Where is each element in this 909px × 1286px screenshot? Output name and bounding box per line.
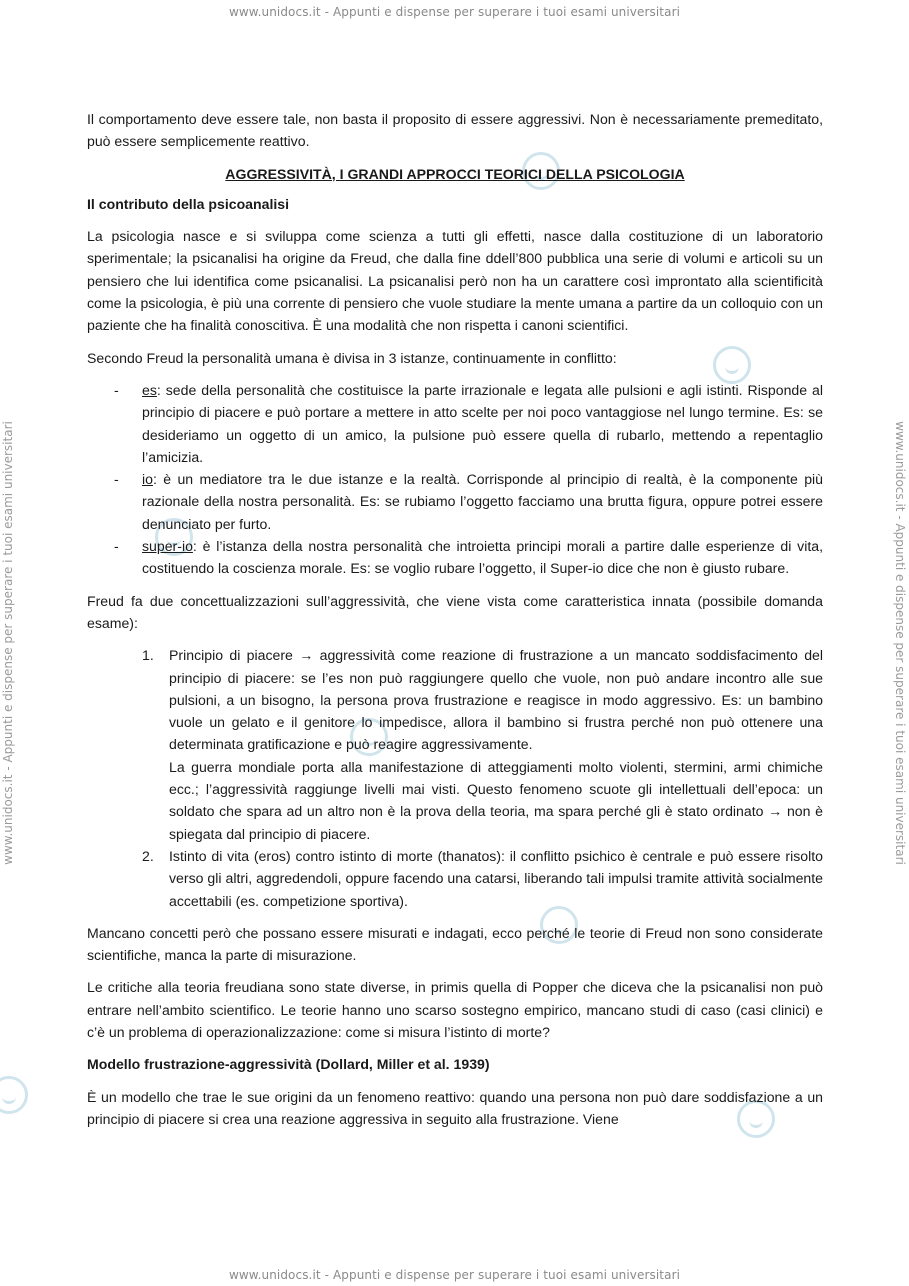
- watermark-logo-icon: [0, 1076, 28, 1114]
- concept-continuation: La guerra mondiale porta alla manifestazione di atteggiamenti molto violenti, stermini, armi chimiche ecc.; l’aggressività raggiunge livelli mai visti. Questo fenomeno scuote gli intellettuali dell’epoca: un soldato che spara ad un altro non è la prova della teoria, ma spara perché gli è stato ordinato → non è spiegata dal principio di piacere.: [169, 758, 823, 842]
- dash-bullet: -: [114, 381, 119, 398]
- watermark-right: www.unidocs.it - Appunti e dispense per superare i tuoi esami universitari: [893, 421, 907, 865]
- paragraph-psicologia: La psicologia nasce e si sviluppa come scienza a tutti gli effetti, nasce dalla costituzione di un laboratorio sperimentale; la psicanalisi ha origine da Freud, che dalla fine ddell’800 pubblica una serie di volumi e articoli su un pensiero che lui identifica come psicanalisi. La psicanalisi però non ha un carattere così improntato alla scientificità come la psicologia, è più una corrente di pensiero che vuole studiare la mente umana a partire da un colloquio con un paziente che ha finalità conoscitiva. È una modalità che non rispetta i canoni scientifici.: [87, 228, 823, 334]
- paragraph-misurazione: Mancano concetti però che possano essere misurati e indagati, ecco perché le teorie di Freud non sono considerate scientifiche, manca la parte di misurazione.: [87, 924, 823, 964]
- paragraph-istanze-intro: Secondo Freud la personalità umana è divisa in 3 istanze, continuamente in conflitto:: [87, 349, 617, 366]
- watermark-left: www.unidocs.it - Appunti e dispense per superare i tuoi esami universitari: [1, 421, 15, 865]
- document-body: [87, 108, 823, 1140]
- section-heading: AGGRESSIVITÀ, I GRANDI APPROCCI TEORICI DELLA PSICOLOGIA: [225, 165, 685, 182]
- list-item-io: [87, 468, 823, 535]
- list-item-eros-thanatos: [87, 845, 823, 912]
- dash-bullet: -: [114, 538, 119, 555]
- concept-text: Principio di piacere → aggressività come reazione di frustrazione a un mancato soddisfacimento del principio di piacere: se l’es non può raggiungere quello che vuole, non può andare incontro alle sue pulsioni, a un bisogno, la persona prova frustrazione e reagisce in modo aggressivo. Es: un bambino vuole un gelato e il genitore lo impedisce, allora il bambino si frustra perché non può ottenere una determinata gratificazione e può reagire aggressivamente.: [169, 647, 823, 753]
- watermark-top: www.unidocs.it - Appunti e dispense per superare i tuoi esami universitari: [228, 5, 681, 19]
- concept-text: Istinto di vita (eros) contro istinto di morte (thanatos): il conflitto psichico è centrale e può essere risolto verso gli altri, aggredendoli, oppure facendo una catarsi, liberando tali impulsi tramite attività socialmente accettabili (es. competizione sportiva).: [169, 847, 823, 909]
- definition-io: : è un mediatore tra le due istanze e la realtà. Corrisponde al principio di realtà, è la componente più razionale della nostra personalità. Es: se rubiamo l’oggetto facciamo una brutta figura, oppure potrei essere denunciato per furto.: [142, 471, 823, 532]
- list-number: 1.: [142, 647, 154, 664]
- instances-list: [87, 379, 823, 580]
- paragraph-concettualizzazioni: Freud fa due concettualizzazioni sull’aggressività, che viene vista come caratteristica innata (possibile domanda esame):: [87, 592, 823, 631]
- paragraph-modello: È un modello che trae le sue origini da un fenomeno reattivo: quando una persona non può dare soddisfazione a un principio di piacere si crea una reazione aggressiva in seguito alla frustrazione. Viene: [87, 1088, 823, 1127]
- definition-es: : sede della personalità che costituisce la parte irrazionale e legata alle pulsioni e agli istinti. Risponde al principio di piacere e può portare a mettere in atto scelte per noi poco vantaggiose nel lungo termine. Es: se desideriamo un oggetto di un amico, la pulsione può essere quella di rubarlo, mettendo a repentaglio l’amicizia.: [142, 381, 823, 465]
- list-number: 2.: [142, 847, 154, 864]
- list-item-principio-piacere: [87, 644, 823, 845]
- definition-super-io: : è l’istanza della nostra personalità che introietta principi morali a partire dalle esperienze di vita, costituendo la coscienza morale. Es: se voglio rubare l’oggetto, il Super-io dice che non è giusto rubare.: [142, 538, 823, 577]
- section-title-psicoanalisi: Il contributo della psicoanalisi: [87, 195, 290, 212]
- term-io: io: [142, 471, 153, 488]
- list-item-es: [87, 379, 823, 468]
- paragraph-critiche: Le critiche alla teoria freudiana sono state diverse, in primis quella di Popper che diceva che la psicanalisi non può entrare nell’ambito scientifico. Le teorie hanno uno scarso sostegno empirico, mancano studi di caso (casi clinici) e c’è un problema di operazionalizzazione: come si misura l’istinto di morte?: [87, 979, 823, 1040]
- watermark-bottom: www.unidocs.it - Appunti e dispense per superare i tuoi esami universitari: [228, 1268, 681, 1282]
- section-title-frustrazione: Modello frustrazione-aggressività (Dollard, Miller et al. 1939): [87, 1056, 490, 1073]
- term-super-io: super-io: [142, 538, 193, 555]
- list-item-super-io: [87, 535, 823, 580]
- intro-paragraph: Il comportamento deve essere tale, non basta il proposito di essere aggressivi. Non è necessariamente premeditato, può essere semplicemente reattivo.: [87, 111, 823, 150]
- term-es: es: [142, 381, 157, 398]
- concepts-list: [87, 644, 823, 912]
- dash-bullet: -: [114, 471, 119, 488]
